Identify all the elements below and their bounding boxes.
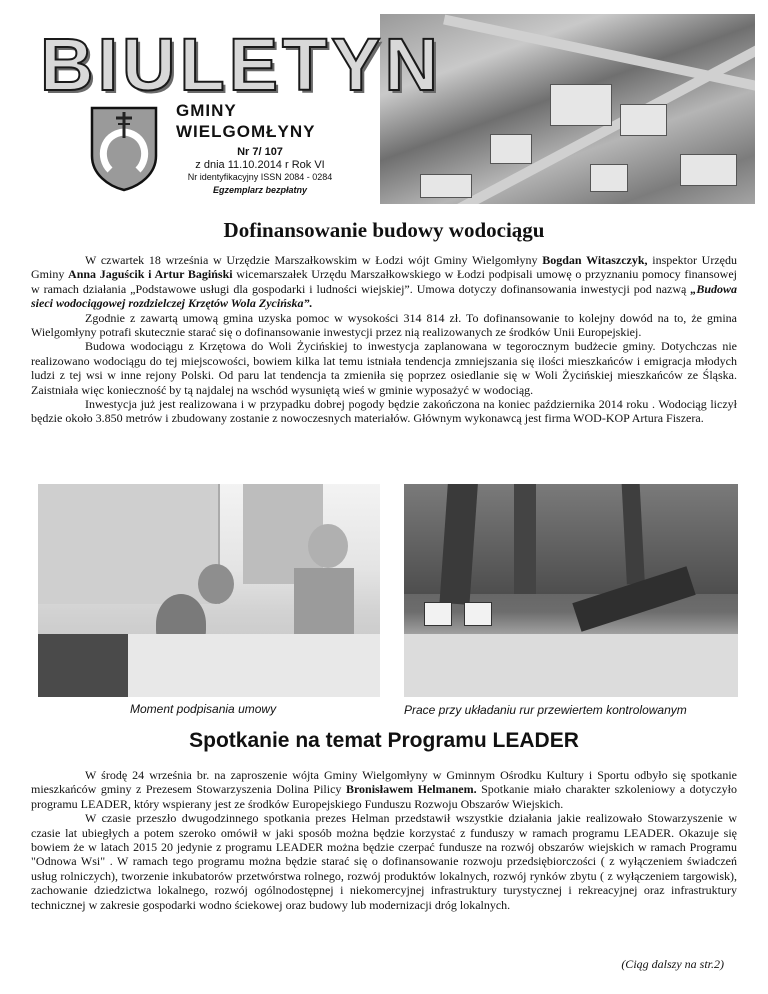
issue-info bbox=[170, 146, 350, 196]
coat-of-arms-icon bbox=[88, 104, 160, 192]
person-name: Bogdan Witaszczyk, bbox=[542, 253, 648, 267]
text-span: Spotkanie miało charakter szkoleniowy a dotyczyło programu LEADER, który wspierany jest ze środków Europejskiego Funduszu Rozwoju Obszarów Wiejskich. bbox=[31, 782, 737, 811]
article1-paragraph-1 bbox=[31, 253, 737, 311]
issue-number: Nr 7/ 107 bbox=[237, 146, 283, 158]
gmina-name bbox=[176, 100, 315, 142]
masthead-title: BIULETYN bbox=[40, 23, 442, 106]
article1-paragraph-4: Inwestycja już jest realizowana i w przypadku dobrej pogody będzie zakończona na koniec października 2014 roku . Wodociąg liczył będzie około 3.850 metrów i zbudowany zostanie z nowoczesnych materiałów. Głównym wykonawcą jest firma WOD-KOP Artura Fiszera. bbox=[31, 397, 737, 426]
text-span: inspektor Urzędu Gminy bbox=[31, 253, 737, 282]
photo-caption-right: Prace przy układaniu rur przewiertem kontrolowanym bbox=[404, 703, 687, 717]
text-span: wicemarszałek Urzędu Marszałkowskiego w Łodzi podpisali umowę o przyznaniu pomocy finansowej w ramach działania „Podstawowe usługi dla gospodarki i ludności wiejskiej”. Umowa dotyczy dofinansowania inwestycji pod nazwą bbox=[31, 267, 738, 296]
photo-contract-signing bbox=[38, 484, 380, 697]
article1-body bbox=[31, 253, 737, 426]
free-copy-note: Egzemplarz bezpłatny bbox=[212, 184, 308, 195]
text-span: W czwartek 18 września w Urzędzie Marszałkowskim w Łodzi wójt Gminy Wielgomłyny bbox=[85, 253, 543, 267]
continued-note: (Ciąg dalszy na str.2) bbox=[621, 957, 724, 971]
article2-paragraph-1 bbox=[31, 768, 737, 811]
person-names: Anna Jaguścik i Artur Bagiński bbox=[68, 267, 233, 282]
article2-title: Spotkanie na temat Programu LEADER bbox=[189, 729, 579, 752]
issn: Nr identyfikacyjny ISSN 2084 - 0284 bbox=[187, 172, 333, 182]
gmina-line-2: WIELGOMŁYNY bbox=[176, 122, 316, 141]
person-name: Bronisławem Helmanem. bbox=[345, 782, 477, 797]
photo-pipe-drilling bbox=[404, 484, 738, 697]
article1-paragraph-2: Zgodnie z zawartą umową gmina uzyska pomoc w wysokości 314 814 zł. To dofinansowanie to kolejny dowód na to, że gmina Wielgomłyny potrafi skutecznie starać się o dofinansowanie inwestycji przez nią realizowanych ze środków Unii Europejskiej. bbox=[31, 310, 737, 340]
article1-title: Dofinansowanie budowy wodociągu bbox=[223, 218, 545, 242]
issue-date: z dnia 11.10.2014 r Rok VI bbox=[195, 158, 325, 171]
project-name: „Budowa sieci wodociągowej rozdzielczej Krzętów Wola Zycińska”. bbox=[31, 281, 737, 311]
article2-paragraph-2: W czasie przeszło dwugodzinnego spotkania prezes Helman przedstawił wszystkie działania jakie realizowało Stowarzyszenie w czasie lat ubiegłych a potem szeroko omówił w jaki sposób można będzie korzystać z funduszy w ramach programu LEADER. Okazuje się bowiem że w latach 2015 20 jedynie z programu LEADER można będzie czerpać fundusze na rozwój obszarów wiejskich w ramach Programu "Odnowa Wsi" . W ramach tego programu można będzie starać się o dofinansowanie rozwoju przedsiębiorczości ( z wyłączeniem świadczeń usług rolniczych), tworzenie inkubatorów przetwórstwa rolnego, rozwój produktów lokalnych, rozwój rynków zbytu ( z wyłączeniem targowisk), zachowanie dziedzictwa lokalnego, rozwój ogólnodostępnej i niekomercyjnej infrastruktury turystycznej i rekreacyjnej oraz infrastruktury technicznej w zakresie gospodarki wodno ściekowej oraz budowy lub modernizacji dróg lokalnych. bbox=[31, 811, 737, 912]
text-span: W środę 24 września br. na zaproszenie wójta Gminy Wielgomłyny w Gminnym Ośrodku Kultury i Sportu odbyło się spotkanie mieszkańców gminy z Prezesem Stowarzyszenia Dolina Pilicy bbox=[31, 768, 737, 797]
photo-caption-left: Moment podpisania umowy bbox=[130, 702, 277, 716]
gmina-line-1: GMINY bbox=[176, 101, 237, 120]
article1-paragraph-3: Budowa wodociągu z Krzętowa do Woli Życińskiej to inwestycja zaplanowana w tegorocznym budżecie gminy. Dotychczas nie realizowano wodociągu do tej miejscowości, bowiem kilka lat temu istniała tendencja zmniejszania się ilości mieszkańców i emigracja młodych ludzi z tej wsi w inne rejony Polski. Od paru lat tendencja ta zmieniła się poprzez osiedlanie się w Woli Życińskiej mieszkańców ze Śląska. Zaistniała więc konieczność by tą najdalej na wschód wysuniętą wieś w gminie wyposażyć w wodociąg. bbox=[31, 339, 737, 397]
article2-body bbox=[31, 768, 737, 912]
